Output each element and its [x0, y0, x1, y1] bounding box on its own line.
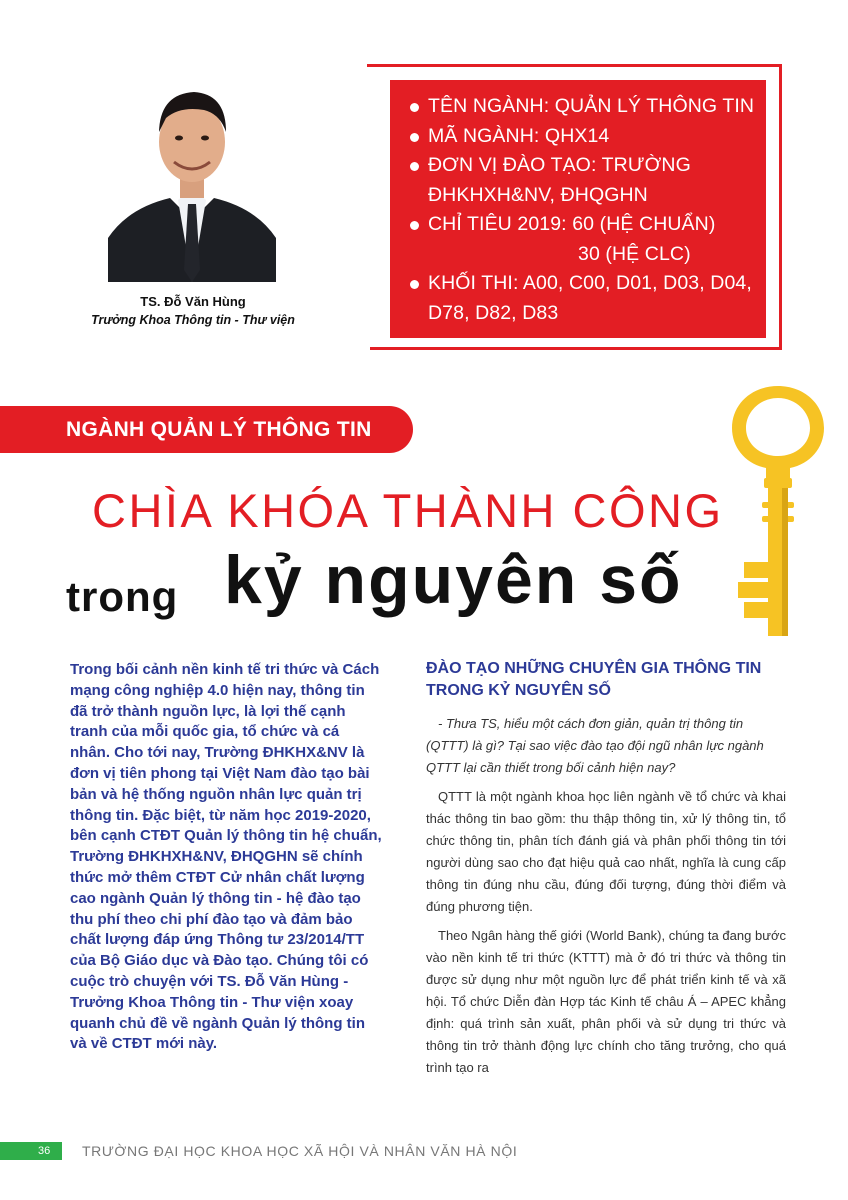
interview-question: - Thưa TS, hiểu một cách đơn giản, quản trị thông tin (QTTT) là gì? Tại sao việc đào tạo đội ngũ nhân lực ngành QTTT lại cần thiết trong bối cảnh hiện nay? [426, 716, 764, 775]
article-paragraph: QTTT là một ngành khoa học liên ngành về tổ chức và khai thác thông tin bao gồm: thu thập thông tin, xử lý thông tin, tổ chức thông tin, phân tích đánh giá và phân phối thông tin tới người dùng sao cho đạt hiệu quả cao nhất, nghĩa là cung cấp thông tin đúng nhu cầu, đúng đối tượng, đúng thời điểm và đúng phương tiện. [426, 789, 786, 914]
portrait-role: Trưởng Khoa Thông tin - Thư viện [91, 313, 295, 327]
intro-text: Trong bối cảnh nền kinh tế tri thức và Cách mạng công nghiệp 4.0 hiện nay, thông tin đã trở thành nguồn lực, là lợi thế cạnh tranh của mỗi quốc gia, tổ chức và cá nhân. Cho tới nay, Trường ĐHKHX&NV là đơn vị tiên phong tại Việt Nam đào tạo bài bản và hệ thống nguồn nhân lực quản trị thông tin. Đặc biệt, từ năm học 2019-2020, bên cạnh CTĐT Quản lý thông tin hệ chuẩn, Trường ĐHKHXH&NV, ĐHQGHN sẽ chính thức mở thêm CTĐT Cử nhân chất lượng cao ngành Quản lý thông tin - hệ đào tạo thu phí theo chi phí đào tạo và đảm bảo chất lượng đáp ứng Thông tư 23/2014/TT của Bộ Giáo dục và Đào tạo. Chúng tôi có cuộc trò chuyện với TS. Đỗ Văn Hùng - Trưởng Khoa Thông tin - Thư viện xoay quanh chủ đề về ngành Quản lý thông tin và về CTĐT mới này. [70, 661, 382, 1053]
info-item-training-unit [410, 151, 754, 210]
portrait-caption [80, 292, 306, 330]
footer-page-tab [0, 1142, 62, 1160]
article-paragraph: Theo Ngân hàng thế giới (World Bank), chúng ta đang bước vào nền kinh tế tri thức (KTTT) mà ở đó tri thức và thông tin được sử dụng như một nguồn lực để phát triển kinh tế và xã hội. Tổ chức Diễn đàn Hợp tác Kinh tế châu Á – APEC khẳng định: quá trình sản xuất, phân phối và sử dụng tri thức và thông tin trở thành động lực chính cho tăng trưởng, cho quá trình tạo ra [426, 928, 786, 1075]
info-item-program-name [410, 92, 754, 122]
golden-key-icon [728, 384, 828, 640]
info-item-program-code [410, 122, 754, 152]
headline-line-2: kỷ nguyên số [224, 542, 683, 618]
section-banner [0, 406, 413, 453]
info-line: TÊN NGÀNH: QUẢN LÝ THÔNG TIN [428, 95, 755, 117]
footer-university-name: TRƯỜNG ĐẠI HỌC KHOA HỌC XÃ HỘI VÀ NHÂN VĂN HÀ NỘI [82, 1143, 518, 1159]
banner-text: NGÀNH QUẢN LÝ THÔNG TIN [66, 418, 372, 441]
article-column [426, 658, 786, 1086]
page-number: 36 [38, 1145, 51, 1157]
info-line: MÃ NGÀNH: QHX14 [428, 124, 610, 147]
info-line: ĐHKHXH&NV, ĐHQGHN [428, 183, 648, 206]
program-info-box [390, 80, 766, 338]
info-line: 30 (HỆ CLC) [578, 242, 691, 265]
info-item-quota [410, 210, 754, 269]
portrait-name: TS. Đỗ Văn Hùng [140, 294, 246, 309]
article-heading: ĐÀO TẠO NHỮNG CHUYÊN GIA THÔNG TIN TRONG KỶ NGUYÊN SỐ [426, 660, 762, 699]
info-line: CHỈ TIÊU 2019: 60 (HỆ CHUẨN) [428, 213, 716, 235]
info-line: KHỐI THI: A00, C00, D01, D03, D04, [428, 272, 752, 294]
info-line: ĐƠN VỊ ĐÀO TẠO: TRƯỜNG [428, 154, 691, 176]
headline-line-1: CHÌA KHÓA THÀNH CÔNG [92, 484, 724, 537]
info-line: D78, D82, D83 [428, 301, 559, 324]
info-item-exam-blocks [410, 269, 754, 328]
portrait-photo [108, 70, 276, 282]
headline-word-trong: trong [66, 573, 179, 620]
